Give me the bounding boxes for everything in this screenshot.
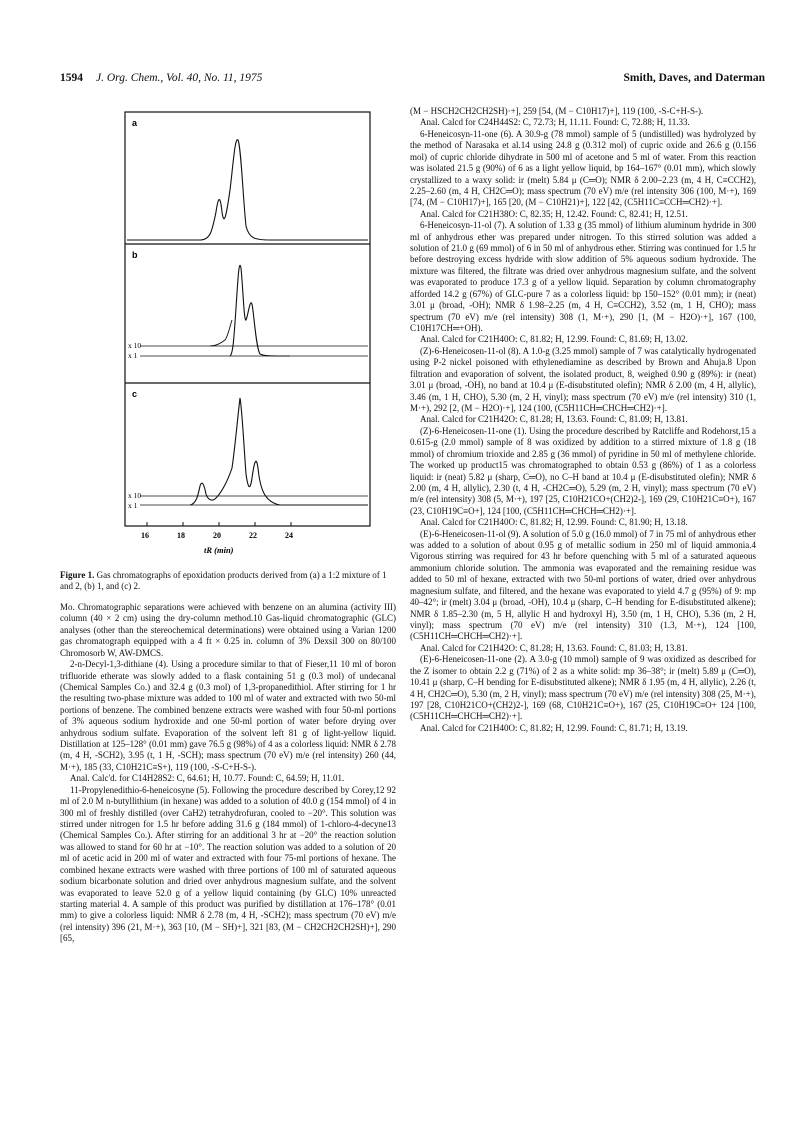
paragraph: Anal. Calcd for C21H40O: C, 81.82; H, 12.99. Found: C, 81.71; H, 13.19. (420, 722, 688, 733)
x-tick-24: 24 (285, 531, 293, 540)
paragraph: (E)-6-Heneicosen-11-one (2). A 3.0-g (10 mmol) sample of 9 was oxidized as described for the Z isomer to obtain 2.2 g (71%) of 2 as a white solid: mp 36–38°; ir (melt) 5.89 μ (C═O), 10.41 μ (sharp, C–H bending for E-disubstituted alkene); NMR δ 1.95 (m, 4 H, allylic), 2.26 (t, 4 H, CH2C═O), 5.30 (m, 2 H, vinyl); mass spectrum (70 eV) m/e (rel intensity) 308 (25, M·+), 197 [28, C10H21CO+(CH2)2-], 169 (68, C10H21C≡O+), 167 (25, C10H19C≡O+ 124 [100, (C5H11CH═CHCH═CH2)·+]. (410, 654, 756, 722)
x-tick-16: 16 (141, 531, 149, 540)
paragraph: Anal. Calcd for C21H40O: C, 81.82; H, 12.99. Found: C, 81.90; H, 13.18. (420, 517, 688, 528)
right-column (410, 106, 756, 734)
page-number: 1594 (60, 72, 83, 84)
trace-panel-a (127, 140, 368, 240)
paragraph: (Z)-6-Heneicosen-11-ol (8). A 1.0-g (3.25 mmol) sample of 7 was catalytically hydrogenated using P-2 nickel poisoned with ethylenediamine as described by Brown and Ahuja.8 Upon filtration and evaporation of solvent, the isolated product, 8, weighed 0.90 g (89%): ir (neat) 3.01 μ (broad, -OH), no band at 10.4 μ (E-disubstituted olefin); NMR δ 2.00 (m, 4 H, allylic), 3.46 (m, 1 H, CHO), 5.30 (m, 2 H, vinyl); mass spectrum (70 eV) m/e (rel intensity) 310 (1, M·+), 292 [2, (M − H2O)·+], 124 (100, (C5H11CH═CHCH═CH2)·+]. (410, 345, 756, 413)
paragraph: Mo. Chromatographic separations were achieved with benzene on an alumina (activity III) column (40 × 2 cm) using the dry-column method.10 Gas-liquid chromatographic (GLC) analyses (other than the stereochemical determinations) were obtained using a Varian 1200 gas chromatograph equipped with a 4 ft × 0.25 in. column of 3% Dexsil 300 on 80/100 Chromosorb W, AW-DMCS. (60, 602, 396, 658)
paragraph: Anal. Calcd for C21H40O: C, 81.82; H, 12.99. Found: C, 81.69; H, 13.02. (420, 334, 688, 345)
plot-frame (125, 112, 370, 526)
figure-caption (60, 570, 396, 593)
scale-label-x10-b: x 10 (128, 341, 142, 350)
scale-label-x1-c: x 1 (128, 501, 138, 510)
panel-label-b: b (132, 250, 138, 260)
panel-label-a: a (132, 118, 138, 128)
trace-panel-c (190, 398, 368, 505)
scale-label-x10-c: x 10 (128, 491, 142, 500)
x-tick-22: 22 (249, 531, 257, 540)
running-authors: Smith, Daves, and Daterman (623, 72, 765, 84)
paragraph: 6-Heneicosyn-11-one (6). A 30.9-g (78 mmol) sample of 5 (undistilled) was hydrolyzed by the method of Narasaka et al.14 using 24.8 g (0.312 mol) of cupric oxide and 26.6 g (0.156 mol) of cupric chloride dihydrate in 500 ml of acetone and 5 ml of water. From this reaction was isolated 21.5 g (90%) of 6 as a light yellow liquid, bp 164–167° (0.01 mm), which slowly crystallized to a waxy solid: ir (melt) 5.84 μ (C═O); NMR δ 2.00–2.23 (m, 4 H, C≡CCH2), 2.25–2.60 (m, 4 H, CH2C═O); mass spectrum (70 eV) m/e (rel intensity 306 (100, M·+), 169 [74, (M − C10H17)+], 165 [20, (M − C10H21)+], 122 [42, (C5H11C≡CCH═CH2)·+]. (410, 128, 756, 208)
panel-label-c: c (132, 389, 138, 399)
journal-citation: J. Org. Chem., Vol. 40, No. 11, 1975 (96, 72, 263, 84)
x-tick-18: 18 (177, 531, 185, 540)
paragraph: Anal. Calc'd. for C14H28S2: C, 64.61; H, 10.77. Found: C, 64.59; H, 11.01. (70, 773, 345, 784)
caption-text: Gas chromatographs of epoxidation products derived from (a) a 1:2 mixture of 1 and 2, (b) 1, and (c) 2. (60, 570, 387, 592)
paragraph: (M − HSCH2CH2CH2SH)·+], 259 [54, (M − C10H17)+], 119 (100, -S-C+H-S-). (410, 106, 704, 116)
figure-1 (70, 108, 400, 568)
trace-panel-b-x10 (210, 320, 232, 346)
paragraph: Anal. Calcd for C21H38O: C, 82.35; H, 12.42. Found: C, 82.41; H, 12.51. (420, 208, 688, 219)
caption-label: Figure 1. (60, 570, 95, 580)
paragraph: (E)-6-Heneicosen-11-ol (9). A solution of 5.0 g (16.0 mmol) of 7 in 75 ml of anhydrous ether was added to a solution of about 0.95 g of metallic sodium in 250 ml of liquid ammonia.4 Vigorous stirring was required for 43 hr before quenching with 5 ml of a saturated aqueous ammonium chloride solution. The ammonia was evaporated and the remaining residue was added to 50 ml of hexane, extracted with two 50-ml portions of water, dried over anhydrous magnesium sulfate, and filtered, and the hexane was evaporated to yield 4.7 g (95%) of 9: mp 40–42°; ir (melt) 3.04 μ (broad, -OH), 10.4 μ (sharp, C–H bending for E-disubstituted alkene); NMR δ 1.85–2.30 (m, 5 H, allylic H and hydroxyl H), 3.50 (m, 1 H, CHO), 5.36 (m, 2 H, vinyl); mass spectrum (70 eV) m/e (rel intensity) 310 (1.3, M·+), 124 [100, (C5H11CH═CHCH═CH2)·+]. (410, 528, 756, 642)
paragraph: 2-n-Decyl-1,3-dithiane (4). Using a procedure similar to that of Fieser,11 10 ml of boron trifluoride etherate was slowly added to a flask containing 51 g (0.3 mol) of undecanal (Chemical Samples Co.) and 32.4 g (0.3 mol) of 1,3-propanedithiol. After stirring for 1 hr the resulting two-phase mixture was added to 100 ml of water and extracted with two 50-ml portions of benzene. The combined benzene extracts were washed with four 50-ml portions of 3% aqueous sodium hydroxide and one 50-ml portion of water before drying over anhydrous sodium sulfate. Evaporation of the solvent left 81 g of light-yellow liquid. Distillation at 125–128° (0.01 mm) gave 76.5 g (98%) of 4 as a colorless liquid: NMR δ 2.78 (m, 4 H, -SCH2), 3.95 (t, 1 H, -SCH); mass spectrum (70 eV) m/e (rel intensity) 260 (44, M·+), 185 (33, C10H21C≡S+), 119 (100, -S-C+H-S-). (60, 659, 396, 772)
paragraph: Anal. Calcd for C24H44S2: C, 72.73; H, 11.11. Found: C, 72.88; H, 11.33. (420, 117, 690, 128)
scale-label-x1-b: x 1 (128, 351, 138, 360)
trace-panel-b (230, 265, 290, 356)
paragraph: 6-Heneicosyn-11-ol (7). A solution of 1.33 g (35 mmol) of lithium aluminum hydride in 300 ml of anhydrous ether was prepared under nitrogen. To this stirred solution was added a solution of 21.0 g (69 mmol) of 6 in 50 ml of anhydrous ether. Stirring was continued for 1.5 hr before destroying excess hydride with slow addition of 5% aqueous sodium hydroxide. The mixture was filtered, the filtrate was dried over anhydrous magnesium sulfate, and the solvent was evaporated to produce 17.3 g of a yellow liquid. Separation by column chromatography afforded 14.2 g (67%) of GLC-pure 7 as a colorless liquid: bp 150–152° (0.01 mm); ir (neat) 3.01 μ (broad, -OH); NMR δ 1.98–2.25 (m, 4 H, C≡CCH2), 3.52 (m, 1 H, CHO); mass spectrum (70 eV) m/e (rel intensity) 308 (1, M·+), 290 [1, (M − H2O)·+], 167 (100, C10H17CH═+OH). (410, 220, 756, 334)
paragraph: 11-Propylenedithio-6-heneicosyne (5). Following the procedure described by Corey,12 92 ml of 2.0 M n-butyllithium (in hexane) was added to a solution of 40.0 g (154 mmol) of 4 in 300 ml of freshly distilled (over CaH2) tetrahydrofuran, cooled to −20°. This solution was stirred under nitrogen for 1.5 hr before adding 31.6 g (184 mmol) of 1-chloro-4-decyne13 (Chemical Samples Co.). After stirring for an additional 3 hr at −20° the reaction solution was allowed to stand for 60 hr at −10°. The reaction solution was added to a solution of 20 ml of acetic acid in 200 ml of water and extracted with four 75-ml portions of hexane. The combined hexane extracts were washed with three portions of 100 ml of saturated aqueous sodium bicarbonate solution and dried over anhydrous magnesium sulfate, and the solvent was evaporated to leave 52.0 g of a yellow liquid containing (by GLC) 10% unreacted starting material 4. A sample of this product was purified by distillation at 176–178° (0.01 mm) to give a colorless liquid: NMR δ 2.78 (m, 4 H, -SCH2); mass spectrum (70 eV) m/e (rel intensity) 396 (21, M·+), 363 [10, (M − SH)+], 321 [83, (M − CH2CH2CH2SH)+], 290 [65, (60, 784, 396, 944)
paragraph: (Z)-6-Heneicosen-11-one (1). Using the procedure described by Ratcliffe and Rodehorst,15 a 0.615-g (2.0 mmol) sample of 8 was oxidized by addition to a stirred mixture of 1.8 g (18 mmol) of chromium trioxide and 2.85 g (36 mmol) of pyridine in 50 ml of methylene chloride. The worked up product15 was chromatographed to obtain 0.53 g (86%) of 1 as a colorless liquid: ir (neat) 5.82 μ (sharp, C═O), no C–H band at 10.4 μ (E-disubstituted olefin); NMR δ 2.00 (m, 4 H, allylic), 2.30 (t, 4 H, -CH2C═O), 5.29 (m, 2 H, vinyl); mass spectrum (70 eV) m/e (rel intensity) 308 (5, M·+), 197 [25, C10H21CO+(CH2)2-], 169 (29, C10H21C≡O+), 167 (23, C10H19C≡O+], 124 [100, (C5H11CH═CHCH═CH2)·+]. (410, 425, 756, 516)
page-header (60, 72, 765, 88)
x-axis-label: tR (min) (204, 545, 234, 555)
left-column (60, 602, 396, 945)
paragraph: Anal. Calcd for C21H42O: C, 81.28; H, 13.63. Found: C, 81.03; H, 13.81. (420, 642, 688, 653)
x-tick-20: 20 (213, 531, 221, 540)
gas-chromatograph-plot (70, 108, 400, 568)
paragraph: Anal. Calcd for C21H42O: C, 81.28; H, 13.63. Found: C, 81.09; H, 13.81. (420, 414, 688, 425)
